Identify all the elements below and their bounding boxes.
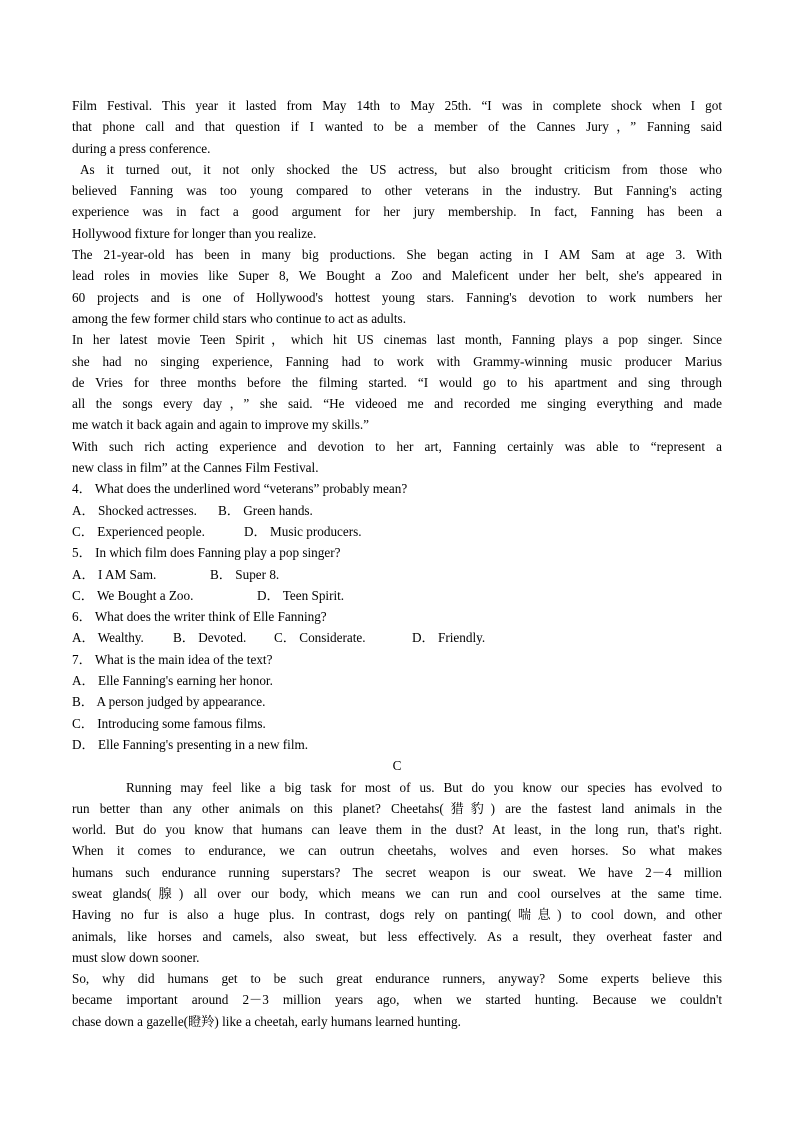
option-c: C． Considerate. <box>274 630 366 646</box>
question-5 <box>72 542 722 606</box>
option-row <box>72 521 722 542</box>
option-c: C． Introducing some famous films. <box>72 715 266 731</box>
paragraph-c2 <box>72 968 722 1032</box>
text-line: she had no singing experience, Fanning had to work with Grammy-winning music producer Marius <box>72 353 722 369</box>
option-b: B． Green hands. <box>218 502 313 518</box>
text-line: Film Festival. This year it lasted from May 14th to May 25th. “I was in complete shock when I got <box>72 98 722 113</box>
question-stem: 5． In which film does Fanning play a pop singer? <box>72 545 341 561</box>
option-a: A． I AM Sam. <box>72 566 157 582</box>
option-a: A． Elle Fanning's earning her honor. <box>72 673 273 689</box>
question-6 <box>72 606 722 649</box>
text-line: experience was in fact a good argument for her jury membership. In fact, Fanning has been a <box>72 204 722 220</box>
text-line: during a press conference. <box>72 140 211 156</box>
section-heading: C <box>392 758 402 774</box>
text-line: animals, like horses and camels, also sweat, but less effectively. As a result, they overheat faster and <box>72 928 722 944</box>
text-line: sweat glands(腺) all over our body, which means we can run and cool ourselves at the same time. <box>72 885 722 901</box>
text-line: Running may feel like a big task for most of us. But do you know our species has evolved to <box>126 779 722 795</box>
text-line: humans such endurance running superstars? The secret weapon is our sweat. We have 2－4 million <box>72 864 722 880</box>
option-d: D． Teen Spirit. <box>257 587 345 603</box>
option-row <box>72 500 722 521</box>
document-page <box>72 95 722 1032</box>
option-b: B． Super 8. <box>210 566 280 582</box>
text-line: In her latest movie Teen Spirit，which hit US cinemas last month, Fanning plays a pop singer. Since <box>72 332 722 348</box>
question-4 <box>72 478 722 542</box>
paragraph-b2 <box>72 159 722 244</box>
text-line: de Vries for three months before the filming started. “I would go to his apartment and sing through <box>72 374 722 390</box>
question-7 <box>72 649 722 755</box>
paragraph-b1 <box>72 95 722 159</box>
text-line: became important around 2－3 million years ago, when we started hunting. Because we couldn't <box>72 992 722 1008</box>
text-line: lead roles in movies like Super 8, We Bought a Zoo and Maleficent under her belt, she's appeared in <box>72 268 722 284</box>
text-line: The 21-year-old has been in many big productions. She began acting in I AM Sam at age 3. With <box>72 247 722 263</box>
text-line: must slow down sooner. <box>72 949 200 965</box>
text-line: 60 projects and is one of Hollywood's hottest young stars. Fanning's devotion to work numbers her <box>72 289 722 305</box>
text-line: me watch it back again and again to improve my skills.” <box>72 417 370 433</box>
text-line: that phone call and that question if I wanted to be a member of the Cannes Jury，” Fanning said <box>72 119 722 135</box>
text-line: Hollywood fixture for longer than you realize. <box>72 225 317 241</box>
text-line: As it turned out, it not only shocked the US actress, but also brought criticism from those who <box>80 161 722 177</box>
option-row <box>72 585 722 606</box>
text-line: With such rich acting experience and devotion to her art, Fanning certainly was able to “represent a <box>72 438 722 454</box>
option-row <box>72 627 722 648</box>
paragraph-b5 <box>72 436 722 479</box>
option-d: D． Elle Fanning's presenting in a new film. <box>72 736 309 752</box>
text-line: world. But do you know that humans can leave them in the dust? At least, in the long run, that's right. <box>72 822 722 838</box>
option-c: C． We Bought a Zoo. <box>72 587 194 603</box>
paragraph-c1 <box>72 777 722 969</box>
paragraph-b3 <box>72 244 722 329</box>
text-line: all the songs every day，” she said. “He videoed me and recorded me singing everything and made <box>72 396 722 412</box>
text-line: When it comes to endurance, we can outrun cheetahs, wolves and even horses. So what makes <box>72 843 722 859</box>
option-row <box>72 564 722 585</box>
question-stem: 7． What is the main idea of the text? <box>72 651 273 667</box>
text-line: So, why did humans get to be such great endurance runners, anyway? Some experts believe this <box>72 971 722 987</box>
option-d: D． Music producers. <box>244 523 362 539</box>
text-line: among the few former child stars who continue to act as adults. <box>72 310 406 326</box>
text-line: run better than any other animals on this planet? Cheetahs(猎豹) are the fastest land animals in the <box>72 800 722 816</box>
option-a: A． Shocked actresses. <box>72 502 197 518</box>
option-d: D． Friendly. <box>412 630 486 646</box>
option-c: C． Experienced people. <box>72 523 205 539</box>
text-line: Having no fur is also a huge plus. In contrast, dogs rely on panting(喘息) to cool down, and other <box>72 907 722 923</box>
question-stem: 6． What does the writer think of Elle Fanning? <box>72 609 327 625</box>
question-stem: 4． What does the underlined word “veterans” probably mean? <box>72 481 408 497</box>
text-line: chase down a gazelle(瞪羚) like a cheetah, early humans learned hunting. <box>72 1013 461 1029</box>
option-b: B． A person judged by appearance. <box>72 694 266 710</box>
text-line: new class in film” at the Cannes Film Festival. <box>72 460 319 476</box>
option-b: B． Devoted. <box>173 630 247 646</box>
text-line: believed Fanning was too young compared to other veterans in the industry. But Fanning's acting <box>72 183 722 199</box>
paragraph-b4 <box>72 329 722 435</box>
option-a: A． Wealthy. <box>72 630 144 646</box>
